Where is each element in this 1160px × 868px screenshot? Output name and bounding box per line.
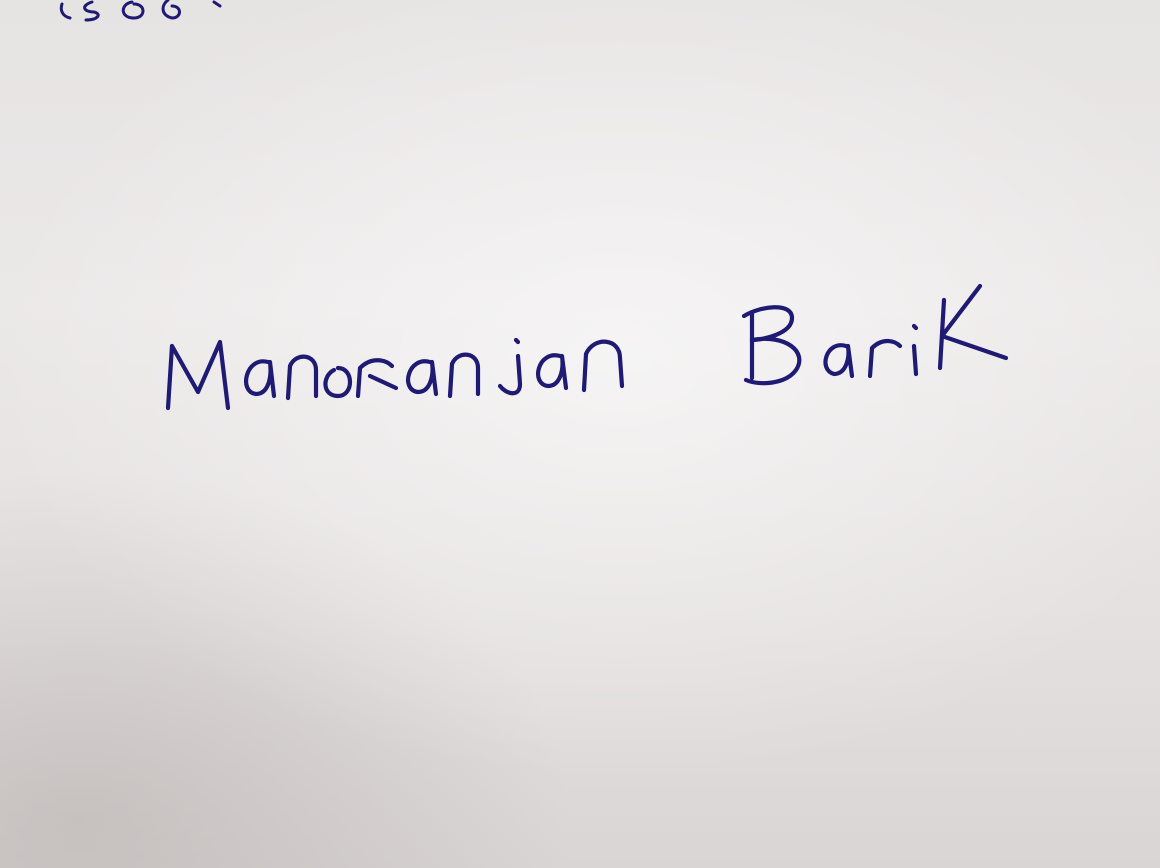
top-handwriting-fragment [61,0,220,20]
signature-first-name [168,340,622,408]
signature-last-name [744,286,1006,383]
